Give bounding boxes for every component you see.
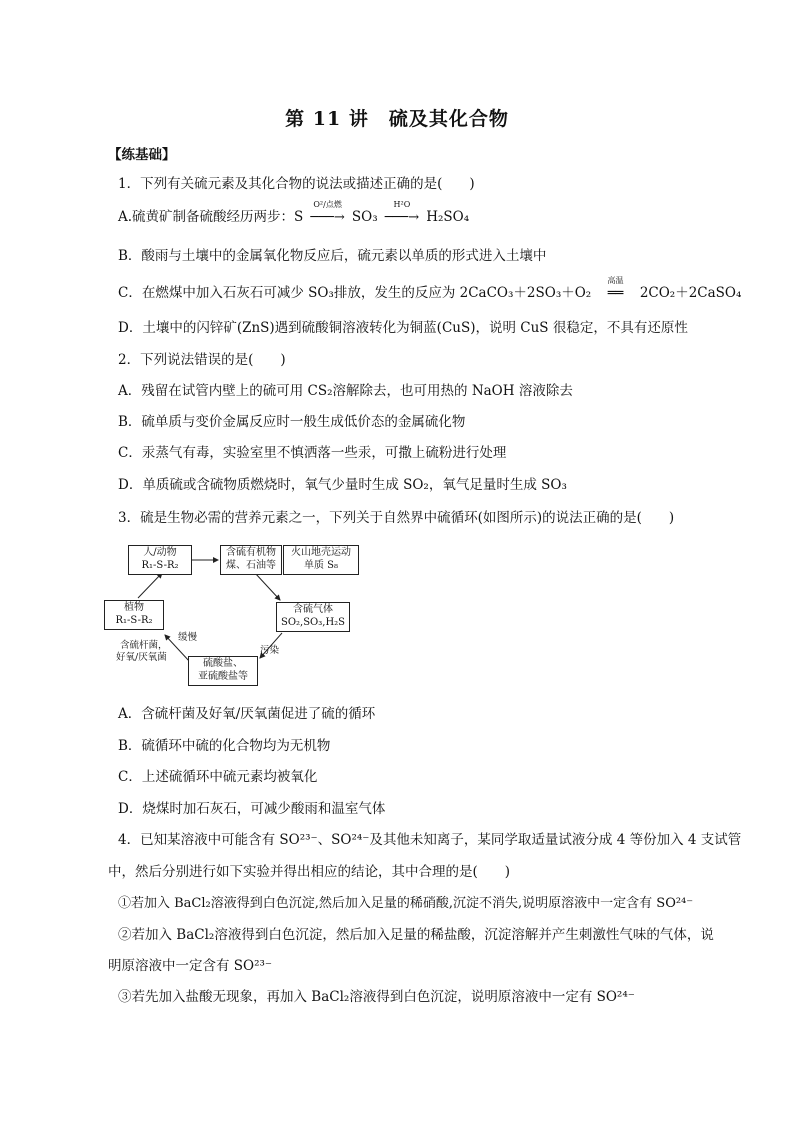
q1-stem: 1．下列有关硫元素及其化合物的说法或描述正确的是( ) xyxy=(118,176,475,192)
q1-option-a-mid: SO₃ xyxy=(351,209,378,225)
q2-option-c: C．汞蒸气有毒，实验室里不慎洒落一些汞，可撒上硫粉进行处理 xyxy=(118,445,507,461)
box-plant-line1: 植物 xyxy=(124,602,144,613)
q1-option-b: B．酸雨与土壤中的金属氧化物反应后，硫元素以单质的形式进入土壤中 xyxy=(118,248,547,264)
arrow-label-1: O²/点燃 xyxy=(313,200,342,209)
q1-option-c-prefix: C．在燃煤中加入石灰石可减少 SO₃排放，发生的反应为 2CaCO₃＋2SO₃＋O₂ xyxy=(118,285,592,301)
arrow-plant-to-animal xyxy=(138,573,162,598)
label-bacteria-2: 好氧/厌氧菌 xyxy=(116,652,167,663)
q4-item-1: ①若加入 BaCl₂溶液得到白色沉淀,然后加入足量的稀硝酸,沉淀不消失,说明原溶液中一定含有 SO²⁴⁻ xyxy=(118,896,694,911)
box-sulfate-line2: 亚硫酸盐等 xyxy=(198,671,248,682)
q3-option-d: D．烧煤时加石灰石，可减少酸雨和温室气体 xyxy=(118,801,386,817)
box-sulfur-gas xyxy=(276,602,350,632)
box-volcano-line2: 单质 S₈ xyxy=(303,560,339,571)
box-organic-sulfur-line1: 含硫有机物 xyxy=(226,547,276,558)
box-sulfur-gas-line1: 含硫气体 xyxy=(293,604,333,615)
box-sulfur-gas-line2: SO₂,SO₃,H₂S xyxy=(280,617,346,628)
sulfur-cycle-diagram xyxy=(100,540,360,690)
box-human-animal xyxy=(128,545,192,575)
q1-option-c-end: 2CO₂＋2CaSO₄ xyxy=(639,285,742,301)
equals-label: 高温 xyxy=(607,276,624,285)
box-plant-line2: R₁-S-R₂ xyxy=(115,615,153,626)
q4-item-2-line1: ②若加入 BaCl₂溶液得到白色沉淀，然后加入足量的稀盐酸，沉淀溶解并产生刺激性气味的气体，说 xyxy=(118,927,714,943)
q2-stem: 2．下列说法错误的是( ) xyxy=(118,352,286,368)
q3-option-a: A．含硫杆菌及好氧/厌氧菌促进了硫的循环 xyxy=(118,706,376,722)
arrow-label-2: H²O xyxy=(393,200,411,209)
q2-option-a: A．残留在试管内壁上的硫可用 CS₂溶解除去，也可用热的 NaOH 溶液除去 xyxy=(118,383,573,399)
q1-option-d: D．土壤中的闪锌矿(ZnS)遇到硫酸铜溶液转化为铜蓝(CuS)，说明 CuS 很稳定，不具有还原性 xyxy=(118,320,688,336)
page-title: 第 11 讲 硫及其化合物 xyxy=(285,108,509,130)
q4-item-2-line2: 明原溶液中一定含有 SO²³⁻ xyxy=(108,958,273,974)
q3-option-c: C．上述硫循环中硫元素均被氧化 xyxy=(118,769,318,785)
box-volcano xyxy=(283,545,359,575)
q4-stem-line2: 中，然后分别进行如下实验并得出相应的结论，其中合理的是( ) xyxy=(108,864,511,880)
q1-option-a-prefix: A.硫黄矿制备硫酸经历两步：S xyxy=(118,209,304,225)
box-organic-sulfur xyxy=(220,545,282,575)
q1-option-c xyxy=(118,276,742,304)
q4-stem-line1: 4．已知某溶液中可能含有 SO²³⁻、SO²⁴⁻及其他未知离子，某同学取适量试液分成 4 等份加入 4 支试管 xyxy=(118,832,742,848)
q4-item-3: ③若先加入盐酸无现象，再加入 BaCl₂溶液得到白色沉淀，说明原溶液中一定有 SO²⁴⁻ xyxy=(118,989,635,1005)
label-pollution: 污染 xyxy=(260,645,280,656)
section-tag: 【练基础】 xyxy=(108,147,176,163)
reaction-arrow-1: O²/点燃 ───→ xyxy=(308,207,348,228)
label-slow: 缓慢 xyxy=(178,632,198,643)
q2-option-d: D．单质硫或含硫物质燃烧时，氧气少量时生成 SO₂，氧气足量时生成 SO₃ xyxy=(118,477,567,493)
q2-option-b: B．硫单质与变价金属反应时一般生成低价态的金属硫化物 xyxy=(118,414,466,430)
q3-option-b: B．硫循环中硫的化合物均为无机物 xyxy=(118,738,331,754)
box-sulfate-line1: 硫酸盐、 xyxy=(203,658,243,669)
q3-stem: 3．硫是生物必需的营养元素之一，下列关于自然界中硫循环(如图所示)的说法正确的是( ) xyxy=(118,510,675,526)
label-bacteria-1: 含硫杆菌， xyxy=(120,640,168,651)
q1-option-a xyxy=(118,200,470,228)
box-volcano-line1: 火山地壳运动 xyxy=(291,547,351,558)
q1-option-a-end: H₂SO₄ xyxy=(426,209,470,225)
reaction-equals-sign: 高温 ══ xyxy=(596,283,636,304)
box-human-animal-line2: R₁-S-R₂ xyxy=(141,560,179,571)
box-sulfate xyxy=(188,656,258,686)
box-plant xyxy=(104,600,164,630)
reaction-arrow-2: H²O ───→ xyxy=(382,207,422,228)
box-organic-sulfur-line2: 煤、石油等 xyxy=(226,560,276,571)
arrow-organic-to-gas xyxy=(255,573,280,600)
box-human-animal-line1: 人/动物 xyxy=(143,547,177,558)
